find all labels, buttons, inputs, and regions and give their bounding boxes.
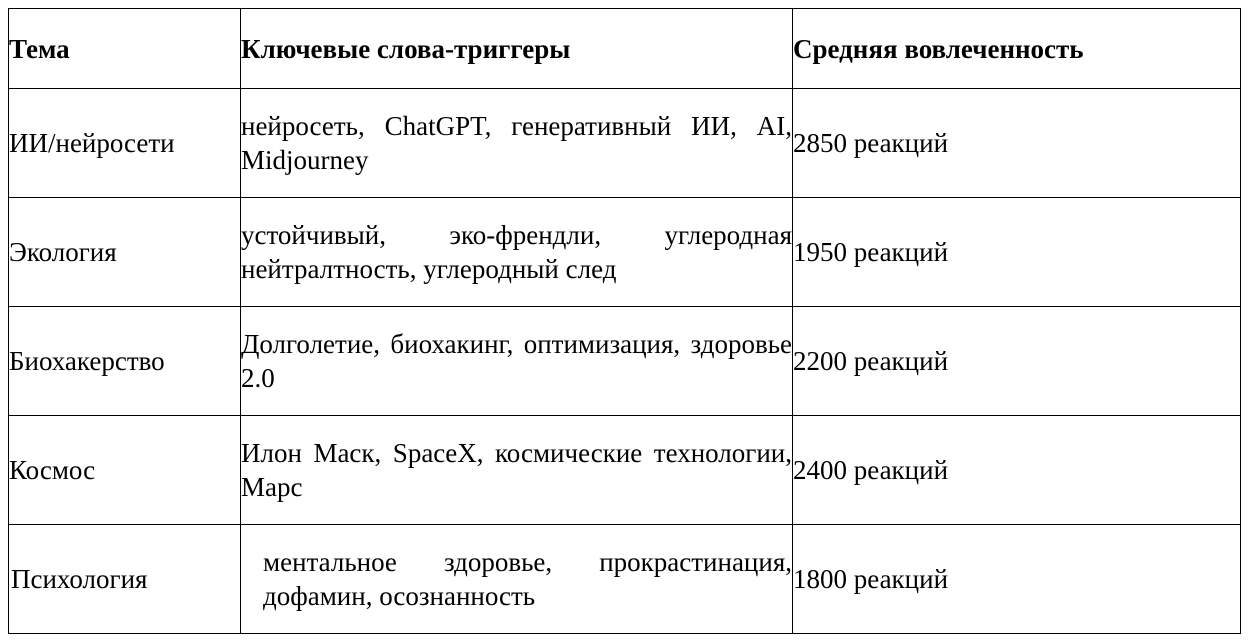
engagement-cell: 1800 реакций xyxy=(793,525,1241,634)
keywords-cell: Илон Маск, SpaceX, космические технологии, Марс xyxy=(241,416,793,525)
topic-cell: ИИ/нейросети xyxy=(9,89,241,198)
topics-table xyxy=(8,8,1241,634)
topic-cell: Психология xyxy=(9,525,241,634)
table-row xyxy=(9,89,1241,198)
table-row xyxy=(9,525,1241,634)
keywords-cell: устойчивый, эко-френдли, углеродная нейтралтность, углеродный след xyxy=(241,198,793,307)
keywords-cell: Долголетие, биохакинг, оптимизация, здоровье 2.0 xyxy=(241,307,793,416)
engagement-cell: 2200 реакций xyxy=(793,307,1241,416)
keywords-cell: нейросеть, ChatGPT, генеративный ИИ, AI, Midjourney xyxy=(241,89,793,198)
header-keywords: Ключевые слова-триггеры xyxy=(241,9,793,89)
topic-cell: Экология xyxy=(9,198,241,307)
table-row xyxy=(9,416,1241,525)
engagement-cell: 2850 реакций xyxy=(793,89,1241,198)
header-engagement: Средняя вовлеченность xyxy=(793,9,1241,89)
table-header-row xyxy=(9,9,1241,89)
topic-cell: Биохакерство xyxy=(9,307,241,416)
table-row xyxy=(9,307,1241,416)
topic-cell: Космос xyxy=(9,416,241,525)
keywords-cell: ментальное здоровье, прокрастинация, дофамин, осознанность xyxy=(241,525,793,634)
engagement-cell: 2400 реакций xyxy=(793,416,1241,525)
engagement-cell: 1950 реакций xyxy=(793,198,1241,307)
table-row xyxy=(9,198,1241,307)
header-topic: Тема xyxy=(9,9,241,89)
